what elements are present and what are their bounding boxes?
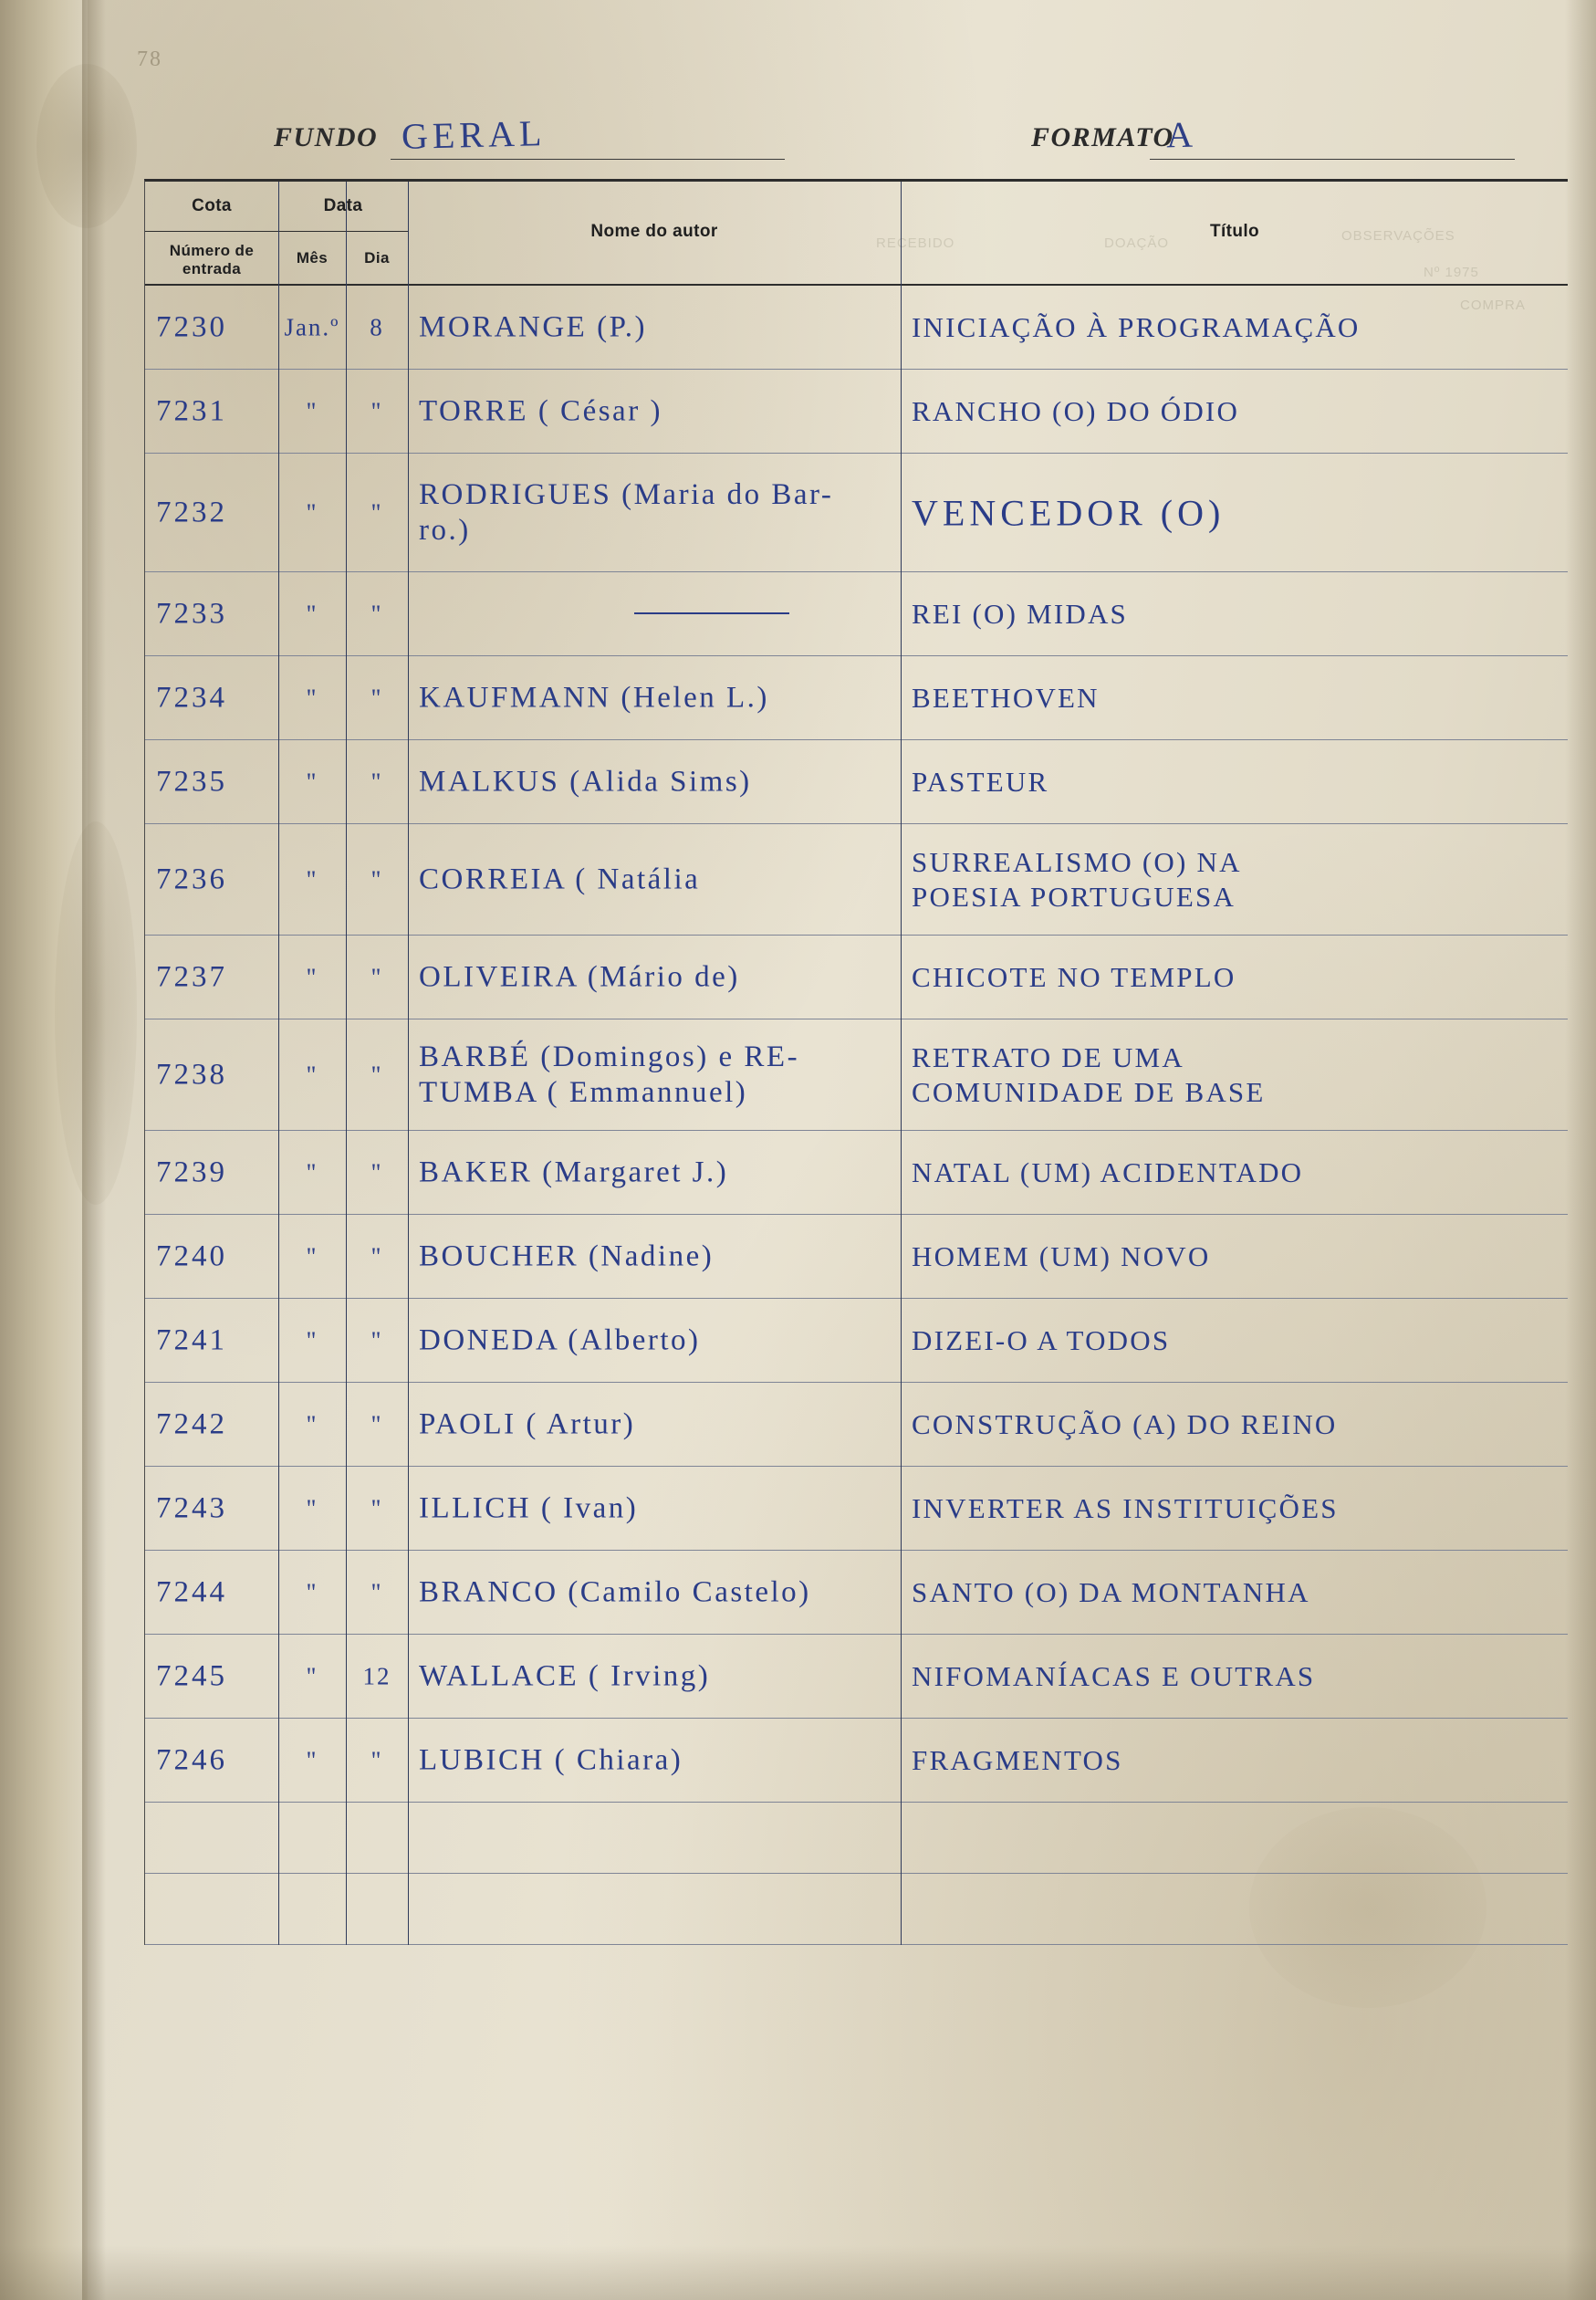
numero-entrada-value: 7239 xyxy=(156,1155,227,1188)
titulo-value: BEETHOVEN xyxy=(912,681,1100,714)
cell-titulo xyxy=(901,824,1569,935)
autor-value: WALLACE ( Irving) xyxy=(419,1659,711,1692)
dia-value: " xyxy=(370,397,383,424)
titulo-value: PASTEUR xyxy=(912,765,1049,798)
cell-titulo xyxy=(901,1551,1569,1634)
cell-dia xyxy=(346,370,408,453)
accession-table xyxy=(144,179,1568,1945)
cell-mes xyxy=(278,1215,346,1298)
mes-value: " xyxy=(306,1410,318,1438)
cell-titulo xyxy=(901,1383,1569,1466)
titulo-value: RANCHO (O) DO ÓDIO xyxy=(912,394,1240,427)
cell-mes xyxy=(278,370,346,453)
mes-value: " xyxy=(306,600,318,627)
numero-entrada-value: 7241 xyxy=(156,1323,227,1356)
cell-numero-entrada xyxy=(145,1019,278,1130)
table-row xyxy=(145,824,1568,936)
cell-titulo xyxy=(901,454,1569,571)
autor-value: BRANCO (Camilo Castelo) xyxy=(419,1575,811,1608)
dia-value: 12 xyxy=(362,1662,391,1689)
mes-value: " xyxy=(306,1578,318,1605)
numero-entrada-value: 7244 xyxy=(156,1575,227,1608)
table-row xyxy=(145,370,1568,454)
cell-autor xyxy=(408,1383,901,1466)
ditto-dash xyxy=(634,612,789,614)
numero-entrada-value: 7236 xyxy=(156,862,227,895)
cell-titulo xyxy=(901,1635,1569,1718)
table-row xyxy=(145,1215,1568,1299)
sheet-header xyxy=(274,112,1551,161)
cell-mes xyxy=(278,572,346,655)
mes-value: " xyxy=(306,1326,318,1354)
cell-numero-entrada xyxy=(145,936,278,1019)
cell-mes xyxy=(278,1467,346,1550)
autor-value: OLIVEIRA (Mário de) xyxy=(419,960,740,993)
titulo-value: INICIAÇÃO À PROGRAMAÇÃO xyxy=(912,310,1361,343)
table-row xyxy=(145,454,1568,572)
titulo-value-line2: COMUNIDADE DE BASE xyxy=(912,1075,1266,1108)
titulo-value: VENCEDOR (O) xyxy=(912,492,1226,533)
cell-dia xyxy=(346,1635,408,1718)
table-row xyxy=(145,1299,1568,1383)
cell-titulo xyxy=(901,1131,1569,1214)
binding-shadow xyxy=(82,0,106,2300)
autor-value: MALKUS (Alida Sims) xyxy=(419,765,752,798)
cell-autor xyxy=(408,1467,901,1550)
cell-numero-entrada xyxy=(145,572,278,655)
dia-value: " xyxy=(370,963,383,990)
th-mes: Mês xyxy=(296,249,329,267)
titulo-value: CONSTRUÇÃO (A) DO REINO xyxy=(912,1407,1338,1440)
autor-value-line2: ro.) xyxy=(419,513,471,547)
table-row xyxy=(145,1131,1568,1215)
table-header-row xyxy=(145,182,1568,286)
cell-numero-entrada xyxy=(145,454,278,571)
col-rule-cota-data xyxy=(278,182,279,1945)
mes-value: " xyxy=(306,684,318,711)
dia-value: " xyxy=(370,1410,383,1438)
mes-value: " xyxy=(306,1662,318,1689)
numero-entrada-value: 7242 xyxy=(156,1407,227,1440)
ghost-text: COMPRA xyxy=(1460,298,1526,313)
autor-value: BOUCHER (Nadine) xyxy=(419,1239,715,1272)
ghost-text: OBSERVAÇÕES xyxy=(1341,228,1455,244)
cell-mes xyxy=(278,656,346,739)
cell-autor xyxy=(408,824,901,935)
cell-mes xyxy=(278,1299,346,1382)
cell-dia xyxy=(346,740,408,823)
table-row xyxy=(145,936,1568,1019)
cell-numero-entrada xyxy=(145,1467,278,1550)
ghost-text: RECEBIDO xyxy=(876,235,955,251)
table-row xyxy=(145,1635,1568,1719)
table-row xyxy=(145,1551,1568,1635)
col-rule-autor-titulo xyxy=(901,182,902,1945)
titulo-value: HOMEM (UM) NOVO xyxy=(912,1239,1211,1272)
cell-autor xyxy=(408,454,901,571)
cell-titulo xyxy=(901,1019,1569,1130)
titulo-value: NIFOMANÍACAS E OUTRAS xyxy=(912,1659,1316,1692)
numero-entrada-value: 7245 xyxy=(156,1659,227,1692)
dia-value: " xyxy=(370,684,383,711)
cell-autor xyxy=(408,1131,901,1214)
cell-dia xyxy=(346,1215,408,1298)
titulo-value: FRAGMENTOS xyxy=(912,1743,1123,1776)
titulo-value: CHICOTE NO TEMPLO xyxy=(912,960,1236,993)
cell-mes xyxy=(278,1719,346,1802)
cell-dia xyxy=(346,1299,408,1382)
table-row xyxy=(145,1467,1568,1551)
table-row-blank xyxy=(145,1874,1568,1945)
autor-value: TORRE ( César ) xyxy=(419,394,662,427)
titulo-value: SURREALISMO (O) NA xyxy=(912,845,1242,878)
cell-numero-entrada xyxy=(145,1131,278,1214)
cell-autor xyxy=(408,936,901,1019)
cell-autor xyxy=(408,1019,901,1130)
titulo-value: RETRATO DE UMA xyxy=(912,1040,1184,1073)
cell-autor xyxy=(408,1635,901,1718)
cell-dia xyxy=(346,454,408,571)
formato-label: FORMATO xyxy=(1031,122,1174,152)
autor-value: BARBÉ (Domingos) e RE- xyxy=(419,1040,800,1073)
numero-entrada-value: 7240 xyxy=(156,1239,227,1272)
table-row-blank xyxy=(145,1803,1568,1874)
titulo-value: NATAL (UM) ACIDENTADO xyxy=(912,1155,1304,1188)
cell-autor xyxy=(408,1299,901,1382)
autor-value: RODRIGUES (Maria do Bar- xyxy=(419,477,834,511)
cell-mes xyxy=(278,1131,346,1214)
titulo-value: SANTO (O) DA MONTANHA xyxy=(912,1575,1310,1608)
cell-autor xyxy=(408,572,901,655)
dia-value: " xyxy=(370,768,383,795)
numero-entrada-value: 7235 xyxy=(156,765,227,798)
cell-dia xyxy=(346,824,408,935)
cell-dia xyxy=(346,1719,408,1802)
th-titulo: Título xyxy=(1209,222,1260,241)
mes-value: " xyxy=(306,963,318,990)
bottom-edge-shadow xyxy=(0,2245,1596,2300)
dia-value: " xyxy=(370,1158,383,1186)
autor-value: BAKER (Margaret J.) xyxy=(419,1155,729,1188)
titulo-value: INVERTER AS INSTITUIÇÕES xyxy=(912,1491,1339,1524)
cell-mes xyxy=(278,1635,346,1718)
cell-mes xyxy=(278,936,346,1019)
table-row xyxy=(145,656,1568,740)
table-row xyxy=(145,740,1568,824)
cell-numero-entrada xyxy=(145,1719,278,1802)
cell-titulo xyxy=(901,1215,1569,1298)
mes-value: " xyxy=(306,397,318,424)
dia-value: " xyxy=(370,498,383,526)
formato-rule xyxy=(1150,159,1515,160)
cell-titulo xyxy=(901,740,1569,823)
table-row xyxy=(145,1383,1568,1467)
cell-titulo xyxy=(901,1299,1569,1382)
table-row xyxy=(145,572,1568,656)
mes-value: " xyxy=(306,1494,318,1521)
titulo-value-line2: POESIA PORTUGUESA xyxy=(912,880,1236,913)
col-rule-mes-dia xyxy=(346,182,347,1945)
ghost-text: Nº 1975 xyxy=(1424,265,1479,280)
right-edge-shadow xyxy=(1565,0,1596,2300)
autor-value: PAOLI ( Artur) xyxy=(419,1407,636,1440)
cell-numero-entrada xyxy=(145,1551,278,1634)
titulo-value: DIZEI-O A TODOS xyxy=(912,1323,1171,1356)
mes-value: " xyxy=(306,865,318,893)
cell-dia xyxy=(346,1467,408,1550)
dia-value: " xyxy=(370,1061,383,1088)
mes-value: " xyxy=(306,768,318,795)
dia-value: " xyxy=(370,1578,383,1605)
th-numero-entrada: Número de entrada xyxy=(169,242,255,277)
dia-value: " xyxy=(370,1242,383,1270)
cell-dia xyxy=(346,572,408,655)
cell-titulo xyxy=(901,286,1569,369)
cell-autor xyxy=(408,286,901,369)
cell-autor xyxy=(408,1719,901,1802)
autor-value-line2: TUMBA ( Emmannuel) xyxy=(419,1075,748,1109)
autor-value: LUBICH ( Chiara) xyxy=(419,1743,683,1776)
th-cota: Cota xyxy=(192,196,232,215)
autor-value: ILLICH ( Ivan) xyxy=(419,1491,639,1524)
dia-value: " xyxy=(370,1494,383,1521)
cell-dia xyxy=(346,656,408,739)
cell-dia xyxy=(346,1019,408,1130)
cell-mes xyxy=(278,824,346,935)
cell-titulo xyxy=(901,936,1569,1019)
cell-numero-entrada xyxy=(145,1299,278,1382)
mes-value: Jan.º xyxy=(284,313,340,340)
numero-entrada-value: 7230 xyxy=(156,310,227,343)
binding-edge xyxy=(0,0,88,2300)
cell-dia xyxy=(346,1131,408,1214)
fundo-label: FUNDO xyxy=(274,122,379,152)
numero-entrada-value: 7234 xyxy=(156,681,227,714)
dia-value: 8 xyxy=(370,313,384,340)
cell-mes xyxy=(278,1383,346,1466)
header-sub-divider xyxy=(145,231,408,232)
cell-numero-entrada xyxy=(145,1215,278,1298)
cell-dia xyxy=(346,1383,408,1466)
mes-value: " xyxy=(306,498,318,526)
cell-autor xyxy=(408,370,901,453)
numero-entrada-value: 7232 xyxy=(156,496,227,528)
th-autor: Nome do autor xyxy=(590,222,718,241)
autor-value: KAUFMANN (Helen L.) xyxy=(419,681,769,714)
autor-value: DONEDA (Alberto) xyxy=(419,1323,701,1356)
cell-mes xyxy=(278,286,346,369)
numero-entrada-value: 7243 xyxy=(156,1491,227,1524)
formato-value: A xyxy=(1165,113,1194,156)
cell-autor xyxy=(408,1215,901,1298)
cell-titulo xyxy=(901,370,1569,453)
cell-numero-entrada xyxy=(145,370,278,453)
cell-titulo xyxy=(901,1719,1569,1802)
cell-titulo xyxy=(901,656,1569,739)
table-row xyxy=(145,1719,1568,1803)
cell-numero-entrada xyxy=(145,824,278,935)
page-number: 78 xyxy=(137,47,162,71)
cell-dia xyxy=(346,936,408,1019)
mes-value: " xyxy=(306,1061,318,1088)
numero-entrada-value: 7231 xyxy=(156,394,227,427)
dia-value: " xyxy=(370,1326,383,1354)
th-dia: Dia xyxy=(364,249,390,267)
autor-value: CORREIA ( Natália xyxy=(419,862,701,895)
th-data: Data xyxy=(323,196,363,215)
cell-numero-entrada xyxy=(145,656,278,739)
cell-numero-entrada xyxy=(145,1383,278,1466)
table-body xyxy=(145,286,1568,1945)
numero-entrada-value: 7237 xyxy=(156,960,227,993)
cell-autor xyxy=(408,656,901,739)
cell-titulo xyxy=(901,572,1569,655)
autor-value: MORANGE (P.) xyxy=(419,310,648,343)
fundo-rule xyxy=(391,159,785,160)
cell-dia xyxy=(346,1551,408,1634)
col-rule-data-autor xyxy=(408,182,409,1945)
mes-value: " xyxy=(306,1158,318,1186)
table-row xyxy=(145,286,1568,370)
cell-autor xyxy=(408,740,901,823)
numero-entrada-value: 7246 xyxy=(156,1743,227,1776)
titulo-value: REI (O) MIDAS xyxy=(912,597,1128,630)
ghost-text: DOAÇÃO xyxy=(1104,235,1170,251)
cell-mes xyxy=(278,1551,346,1634)
cell-dia xyxy=(346,286,408,369)
dia-value: " xyxy=(370,1746,383,1773)
cell-mes xyxy=(278,1019,346,1130)
cell-numero-entrada xyxy=(145,740,278,823)
cell-numero-entrada xyxy=(145,1635,278,1718)
table-row xyxy=(145,1019,1568,1131)
mes-value: " xyxy=(306,1746,318,1773)
cell-mes xyxy=(278,740,346,823)
numero-entrada-value: 7238 xyxy=(156,1058,227,1091)
cell-autor xyxy=(408,1551,901,1634)
cell-mes xyxy=(278,454,346,571)
dia-value: " xyxy=(370,600,383,627)
cell-numero-entrada xyxy=(145,286,278,369)
cell-titulo xyxy=(901,1467,1569,1550)
mes-value: " xyxy=(306,1242,318,1270)
dia-value: " xyxy=(370,865,383,893)
fundo-value: GERAL xyxy=(401,112,547,157)
numero-entrada-value: 7233 xyxy=(156,597,227,630)
